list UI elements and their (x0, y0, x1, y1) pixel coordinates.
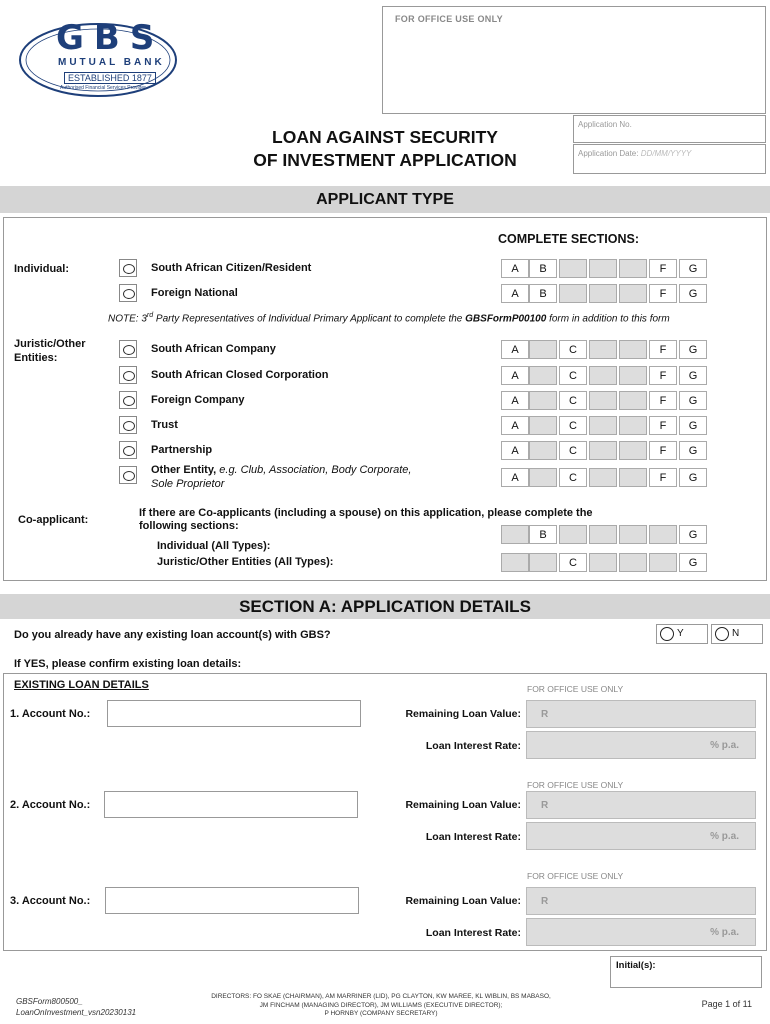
section-cell: A (501, 441, 529, 460)
section-cell: G (679, 468, 707, 487)
remaining-loan-field: R (526, 700, 756, 728)
section-cell: A (501, 366, 529, 385)
yes-radio-icon[interactable] (659, 626, 675, 642)
section-cell (529, 391, 557, 410)
account-no-input[interactable] (105, 887, 359, 914)
option-label: South African Company (151, 343, 276, 355)
section-cell: G (679, 366, 707, 385)
section-cell (619, 391, 647, 410)
office-use-label: FOR OFFICE USE ONLY (527, 684, 624, 694)
logo-sub: MUTUAL BANK (58, 57, 165, 68)
option-label: Foreign National (151, 287, 238, 299)
option-label: South African Citizen/Resident (151, 262, 312, 274)
section-cell: C (559, 553, 587, 572)
section-cell (559, 525, 587, 544)
section-a-heading: SECTION A: APPLICATION DETAILS (0, 594, 770, 619)
section-cell: C (559, 366, 587, 385)
section-cell (589, 416, 617, 435)
section-cell: F (649, 441, 677, 460)
section-cell (619, 553, 647, 572)
section-cell (529, 366, 557, 385)
section-cell (529, 441, 557, 460)
applicant-type-radio[interactable] (119, 366, 137, 384)
other-entity-example-2: Sole Proprietor (151, 478, 225, 490)
section-cell: A (501, 416, 529, 435)
section-cell: A (501, 259, 529, 278)
interest-rate-label: Loan Interest Rate: (425, 927, 521, 939)
interest-rate-field: % p.a. (526, 822, 756, 850)
gbs-logo (16, 12, 181, 100)
section-cell: G (679, 441, 707, 460)
option-label: South African Closed Corporation (151, 369, 329, 381)
section-cell: B (529, 525, 557, 544)
section-cell (589, 340, 617, 359)
existing-loan-details-label: EXISTING LOAN DETAILS (14, 679, 149, 691)
juristic-label: Juristic/Other Entities: (14, 338, 86, 364)
section-cell (649, 525, 677, 544)
office-use-label: FOR OFFICE USE ONLY (527, 780, 624, 790)
application-no-label: Application No. (578, 120, 632, 129)
applicant-type-radio[interactable] (119, 259, 137, 277)
section-cell: B (529, 259, 557, 278)
office-use-label: FOR OFFICE USE ONLY (527, 871, 624, 881)
section-cell (619, 284, 647, 303)
remaining-loan-label: Remaining Loan Value: (405, 799, 521, 811)
option-label: Trust (151, 419, 178, 431)
section-cell: F (649, 391, 677, 410)
existing-loan-question: Do you already have any existing loan account(s) with GBS? (14, 629, 331, 641)
individual-label: Individual: (14, 263, 69, 275)
application-date-label: Application Date: DD/MM/YYYY (578, 149, 692, 158)
logo-established: ESTABLISHED 1877 (64, 72, 156, 84)
initials-box[interactable] (610, 956, 762, 988)
section-cell (501, 525, 529, 544)
interest-rate-label: Loan Interest Rate: (425, 740, 521, 752)
section-cell: C (559, 340, 587, 359)
remaining-loan-field: R (526, 791, 756, 819)
initials-label: Initial(s): (616, 960, 656, 971)
interest-rate-field: % p.a. (526, 731, 756, 759)
application-date-field[interactable] (573, 144, 766, 174)
section-cell: B (529, 284, 557, 303)
section-cell: F (649, 259, 677, 278)
remaining-loan-field: R (526, 887, 756, 915)
office-use-label: FOR OFFICE USE ONLY (395, 14, 503, 24)
section-cell (619, 416, 647, 435)
account-no-label: 1. Account No.: (10, 708, 91, 720)
co-individual-label: Individual (All Types): (157, 540, 271, 552)
if-yes-text: If YES, please confirm existing loan details: (14, 658, 242, 670)
office-use-box[interactable] (382, 6, 766, 114)
section-cell (619, 525, 647, 544)
section-cell (619, 259, 647, 278)
section-cell: A (501, 391, 529, 410)
section-cell: C (559, 441, 587, 460)
section-cell (529, 553, 557, 572)
logo-tagline: Authorised Financial Services Provider (60, 85, 146, 91)
section-cell: C (559, 416, 587, 435)
account-no-input[interactable] (107, 700, 361, 727)
section-cell: F (649, 340, 677, 359)
section-cell (589, 259, 617, 278)
coapplicant-label: Co-applicant: (18, 514, 89, 526)
complete-sections-label: COMPLETE SECTIONS: (498, 232, 639, 246)
co-juristic-label: Juristic/Other Entities (All Types): (157, 556, 334, 568)
section-cell (529, 340, 557, 359)
section-cell: A (501, 340, 529, 359)
section-cell: A (501, 284, 529, 303)
section-cell (589, 284, 617, 303)
application-no-field[interactable] (573, 115, 766, 143)
coapplicant-text: If there are Co-applicants (including a spouse) on this application, please complete the following sections: (139, 507, 593, 532)
section-cell: C (559, 468, 587, 487)
section-cell: F (649, 366, 677, 385)
no-option[interactable]: N (711, 624, 763, 644)
applicant-type-radio[interactable] (119, 416, 137, 434)
section-cell (619, 441, 647, 460)
section-cell (529, 416, 557, 435)
section-cell (559, 259, 587, 278)
section-cell: A (501, 468, 529, 487)
section-cell: G (679, 553, 707, 572)
account-no-label: 3. Account No.: (10, 895, 91, 907)
applicant-type-radio[interactable] (119, 441, 137, 459)
section-cell: F (649, 284, 677, 303)
section-cell (619, 366, 647, 385)
note-text: NOTE: 3rd Party Representatives of Individual Primary Applicant to complete the GBSFormP00100 form in addition to this form (108, 312, 670, 325)
page-number: Page 1 of 11 (701, 999, 752, 1009)
interest-rate-label: Loan Interest Rate: (425, 831, 521, 843)
yes-option[interactable]: Y (656, 624, 708, 644)
section-cell (589, 468, 617, 487)
remaining-loan-label: Remaining Loan Value: (405, 895, 521, 907)
account-no-label: 2. Account No.: (10, 799, 91, 811)
section-cell (589, 553, 617, 572)
section-cell: F (649, 416, 677, 435)
applicant-type-heading: APPLICANT TYPE (0, 186, 770, 213)
footer-directors: DIRECTORS: FO SKAE (CHAIRMAN), AM MARRINER (LID), PG CLAYTON, KW MAREE, KL WIBLIN, BS MABASO, JM FINCHAM (MANAGING DIRECTOR), JM WILLIAMS (EXECUTIVE DIRECTOR); P HORNBY (COMPANY SECRETARY) (211, 993, 551, 1017)
footer-form-ref: GBSForm800500_ LoanOnInvestment_vsn20230131 (16, 997, 137, 1017)
section-cell: G (679, 416, 707, 435)
section-cell (619, 340, 647, 359)
section-cell (619, 468, 647, 487)
applicant-type-radio[interactable] (119, 340, 137, 358)
section-cell: C (559, 391, 587, 410)
section-cell (559, 284, 587, 303)
remaining-loan-label: Remaining Loan Value: (405, 708, 521, 720)
applicant-type-radio[interactable] (119, 466, 137, 484)
section-cell (589, 366, 617, 385)
section-cell: G (679, 284, 707, 303)
applicant-type-radio[interactable] (119, 391, 137, 409)
section-cell (589, 441, 617, 460)
option-label: Other Entity, e.g. Club, Association, Body Corporate, (151, 464, 412, 476)
section-cell: G (679, 340, 707, 359)
option-label: Partnership (151, 444, 213, 456)
section-cell: G (679, 259, 707, 278)
account-no-input[interactable] (104, 791, 358, 818)
section-cell (529, 468, 557, 487)
interest-rate-field: % p.a. (526, 918, 756, 946)
section-cell (649, 553, 677, 572)
form-title: LOAN AGAINST SECURITY OF INVESTMENT APPLICATION (253, 127, 517, 170)
section-cell: F (649, 468, 677, 487)
section-cell: G (679, 525, 707, 544)
section-cell (589, 391, 617, 410)
section-cell (501, 553, 529, 572)
option-label: Foreign Company (151, 394, 245, 406)
section-cell (589, 525, 617, 544)
no-radio-icon[interactable] (714, 626, 730, 642)
logo-name: GBS (56, 18, 165, 58)
section-cell: G (679, 391, 707, 410)
applicant-type-radio[interactable] (119, 284, 137, 302)
